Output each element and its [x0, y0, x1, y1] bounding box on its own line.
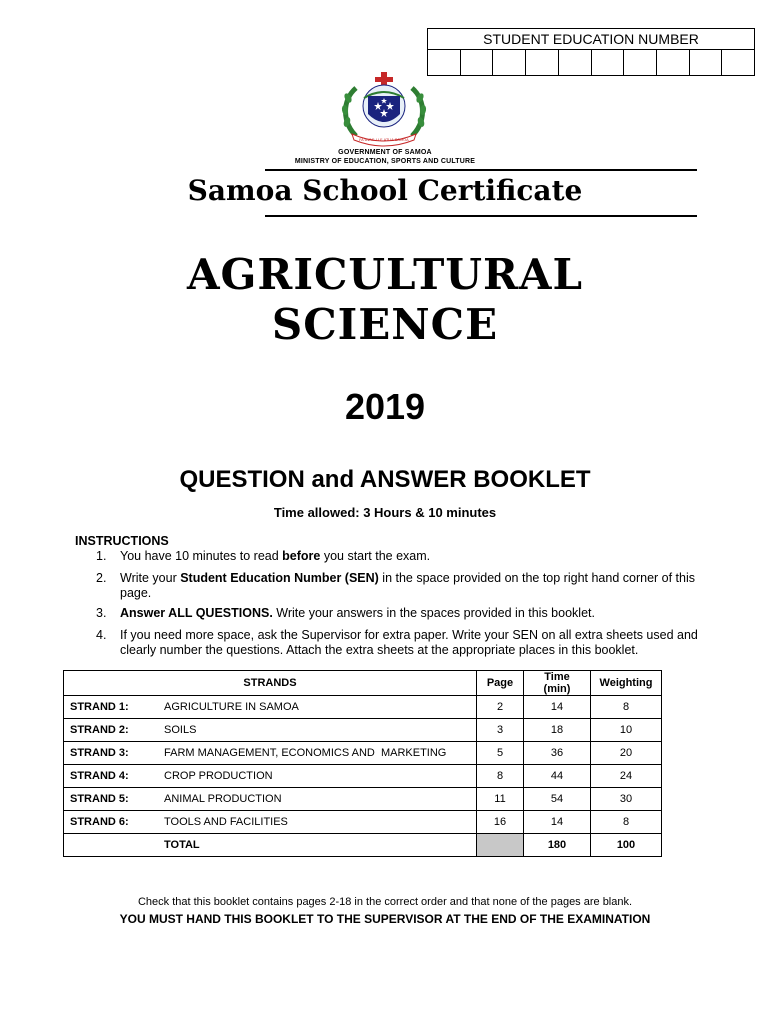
instruction-text: you start the exam.	[320, 549, 431, 563]
instruction-number: 1.	[96, 549, 107, 563]
sen-cell[interactable]	[624, 50, 657, 75]
ministry-name: MINISTRY OF EDUCATION, SPORTS AND CULTURE	[294, 158, 476, 165]
samoa-coat-of-arms-icon	[334, 72, 434, 150]
instruction-text: Write your answers in the spaces provided in this booklet.	[272, 606, 595, 620]
sen-cell[interactable]	[559, 50, 592, 75]
exam-year: 2019	[344, 386, 426, 427]
divider	[265, 215, 697, 217]
sen-cell[interactable]	[690, 50, 723, 75]
government-name: GOVERNMENT OF SAMOA	[338, 149, 432, 156]
sen-input-cells[interactable]	[428, 49, 754, 75]
strand-page: 2	[477, 696, 524, 719]
instruction-emphasis: Answer ALL QUESTIONS.	[120, 606, 273, 620]
strand-time: 36	[524, 742, 591, 765]
column-header-strands: STRANDS	[64, 671, 477, 696]
time-allowed: Time allowed: 3 Hours & 10 minutes	[273, 505, 497, 520]
booklet-title: QUESTION and ANSWER BOOKLET	[179, 466, 591, 493]
strand-weighting: 10	[591, 719, 662, 742]
instruction-text: Write your	[120, 571, 181, 585]
strand-page: 5	[477, 742, 524, 765]
instruction-text: If you need more space, ask the Supervisor for extra paper. Write your SEN on all extra sheets used and clearly number the questions. Attach the extra sheets at the appropriate places in this booklet.	[120, 628, 698, 657]
sen-cell[interactable]	[493, 50, 526, 75]
table-row	[64, 696, 662, 719]
sen-cell[interactable]	[657, 50, 690, 75]
sen-box	[427, 28, 755, 76]
instruction-item	[96, 606, 701, 621]
strand-time: 14	[524, 811, 591, 834]
instruction-item	[96, 571, 701, 601]
total-time: 180	[524, 834, 591, 857]
table-row	[64, 765, 662, 788]
instructions-heading: INSTRUCTIONS	[75, 534, 169, 548]
strand-page: 16	[477, 811, 524, 834]
strand-number: STRAND 1:	[64, 696, 159, 719]
sen-cell[interactable]	[461, 50, 494, 75]
subject-title-line2: SCIENCE	[271, 300, 499, 349]
crest-motto: FA'AVAE I LE ATUA SAMOA	[359, 137, 409, 142]
page-check-note: Check that this booklet contains pages 2-18 in the correct order and that none of the pages are blank.	[137, 896, 633, 908]
instruction-number: 4.	[96, 628, 107, 642]
column-header-weighting: Weighting	[591, 671, 662, 696]
strand-page: 8	[477, 765, 524, 788]
divider	[265, 169, 697, 171]
sen-label: STUDENT EDUCATION NUMBER	[483, 31, 699, 47]
table-row	[64, 811, 662, 834]
strand-time: 18	[524, 719, 591, 742]
strand-number: STRAND 6:	[64, 811, 159, 834]
strand-description: ANIMAL PRODUCTION	[158, 788, 477, 811]
hand-in-notice: YOU MUST HAND THIS BOOKLET TO THE SUPERVISOR AT THE END OF THE EXAMINATION	[119, 912, 651, 926]
strand-description: SOILS	[158, 719, 477, 742]
instruction-number: 3.	[96, 606, 107, 620]
total-page-shaded	[477, 834, 524, 857]
strand-description: TOOLS AND FACILITIES	[158, 811, 477, 834]
instruction-text: You have 10 minutes to read	[120, 549, 283, 563]
strand-page: 3	[477, 719, 524, 742]
instruction-text: in the space provided on the top right hand corner of this page.	[120, 571, 696, 600]
strand-description: CROP PRODUCTION	[158, 765, 477, 788]
strand-weighting: 8	[591, 811, 662, 834]
total-label: TOTAL	[158, 834, 477, 857]
strand-number: STRAND 3:	[64, 742, 159, 765]
column-header-page: Page	[477, 671, 524, 696]
sen-cell[interactable]	[526, 50, 559, 75]
sen-cell[interactable]	[592, 50, 625, 75]
table-row	[64, 788, 662, 811]
strand-weighting: 20	[591, 742, 662, 765]
sen-cell[interactable]	[722, 50, 754, 75]
strand-time: 44	[524, 765, 591, 788]
instruction-emphasis: Student Education Number (SEN)	[180, 571, 379, 585]
strand-time: 14	[524, 696, 591, 719]
column-header-time: Time (min)	[524, 671, 591, 696]
total-weighting: 100	[591, 834, 662, 857]
strand-page: 11	[477, 788, 524, 811]
strand-number: STRAND 5:	[64, 788, 159, 811]
instruction-item	[96, 549, 701, 564]
strand-weighting: 30	[591, 788, 662, 811]
table-row	[64, 719, 662, 742]
strand-time: 54	[524, 788, 591, 811]
strand-description: AGRICULTURE IN SAMOA	[158, 696, 477, 719]
strands-table	[63, 670, 662, 857]
strand-weighting: 8	[591, 696, 662, 719]
instruction-number: 2.	[96, 571, 107, 585]
table-total-row	[64, 834, 662, 857]
instruction-item	[96, 628, 701, 658]
strand-weighting: 24	[591, 765, 662, 788]
strand-description: FARM MANAGEMENT, ECONOMICS AND MARKETING	[158, 742, 477, 765]
instruction-emphasis: before	[282, 549, 321, 563]
strand-number: STRAND 4:	[64, 765, 159, 788]
subject-title-line1: AGRICULTURAL	[186, 250, 584, 299]
strand-number: STRAND 2:	[64, 719, 159, 742]
certificate-title: Samoa School Certificate	[187, 174, 583, 207]
table-row	[64, 742, 662, 765]
total-spacer	[64, 834, 159, 857]
table-header-row	[64, 671, 662, 696]
